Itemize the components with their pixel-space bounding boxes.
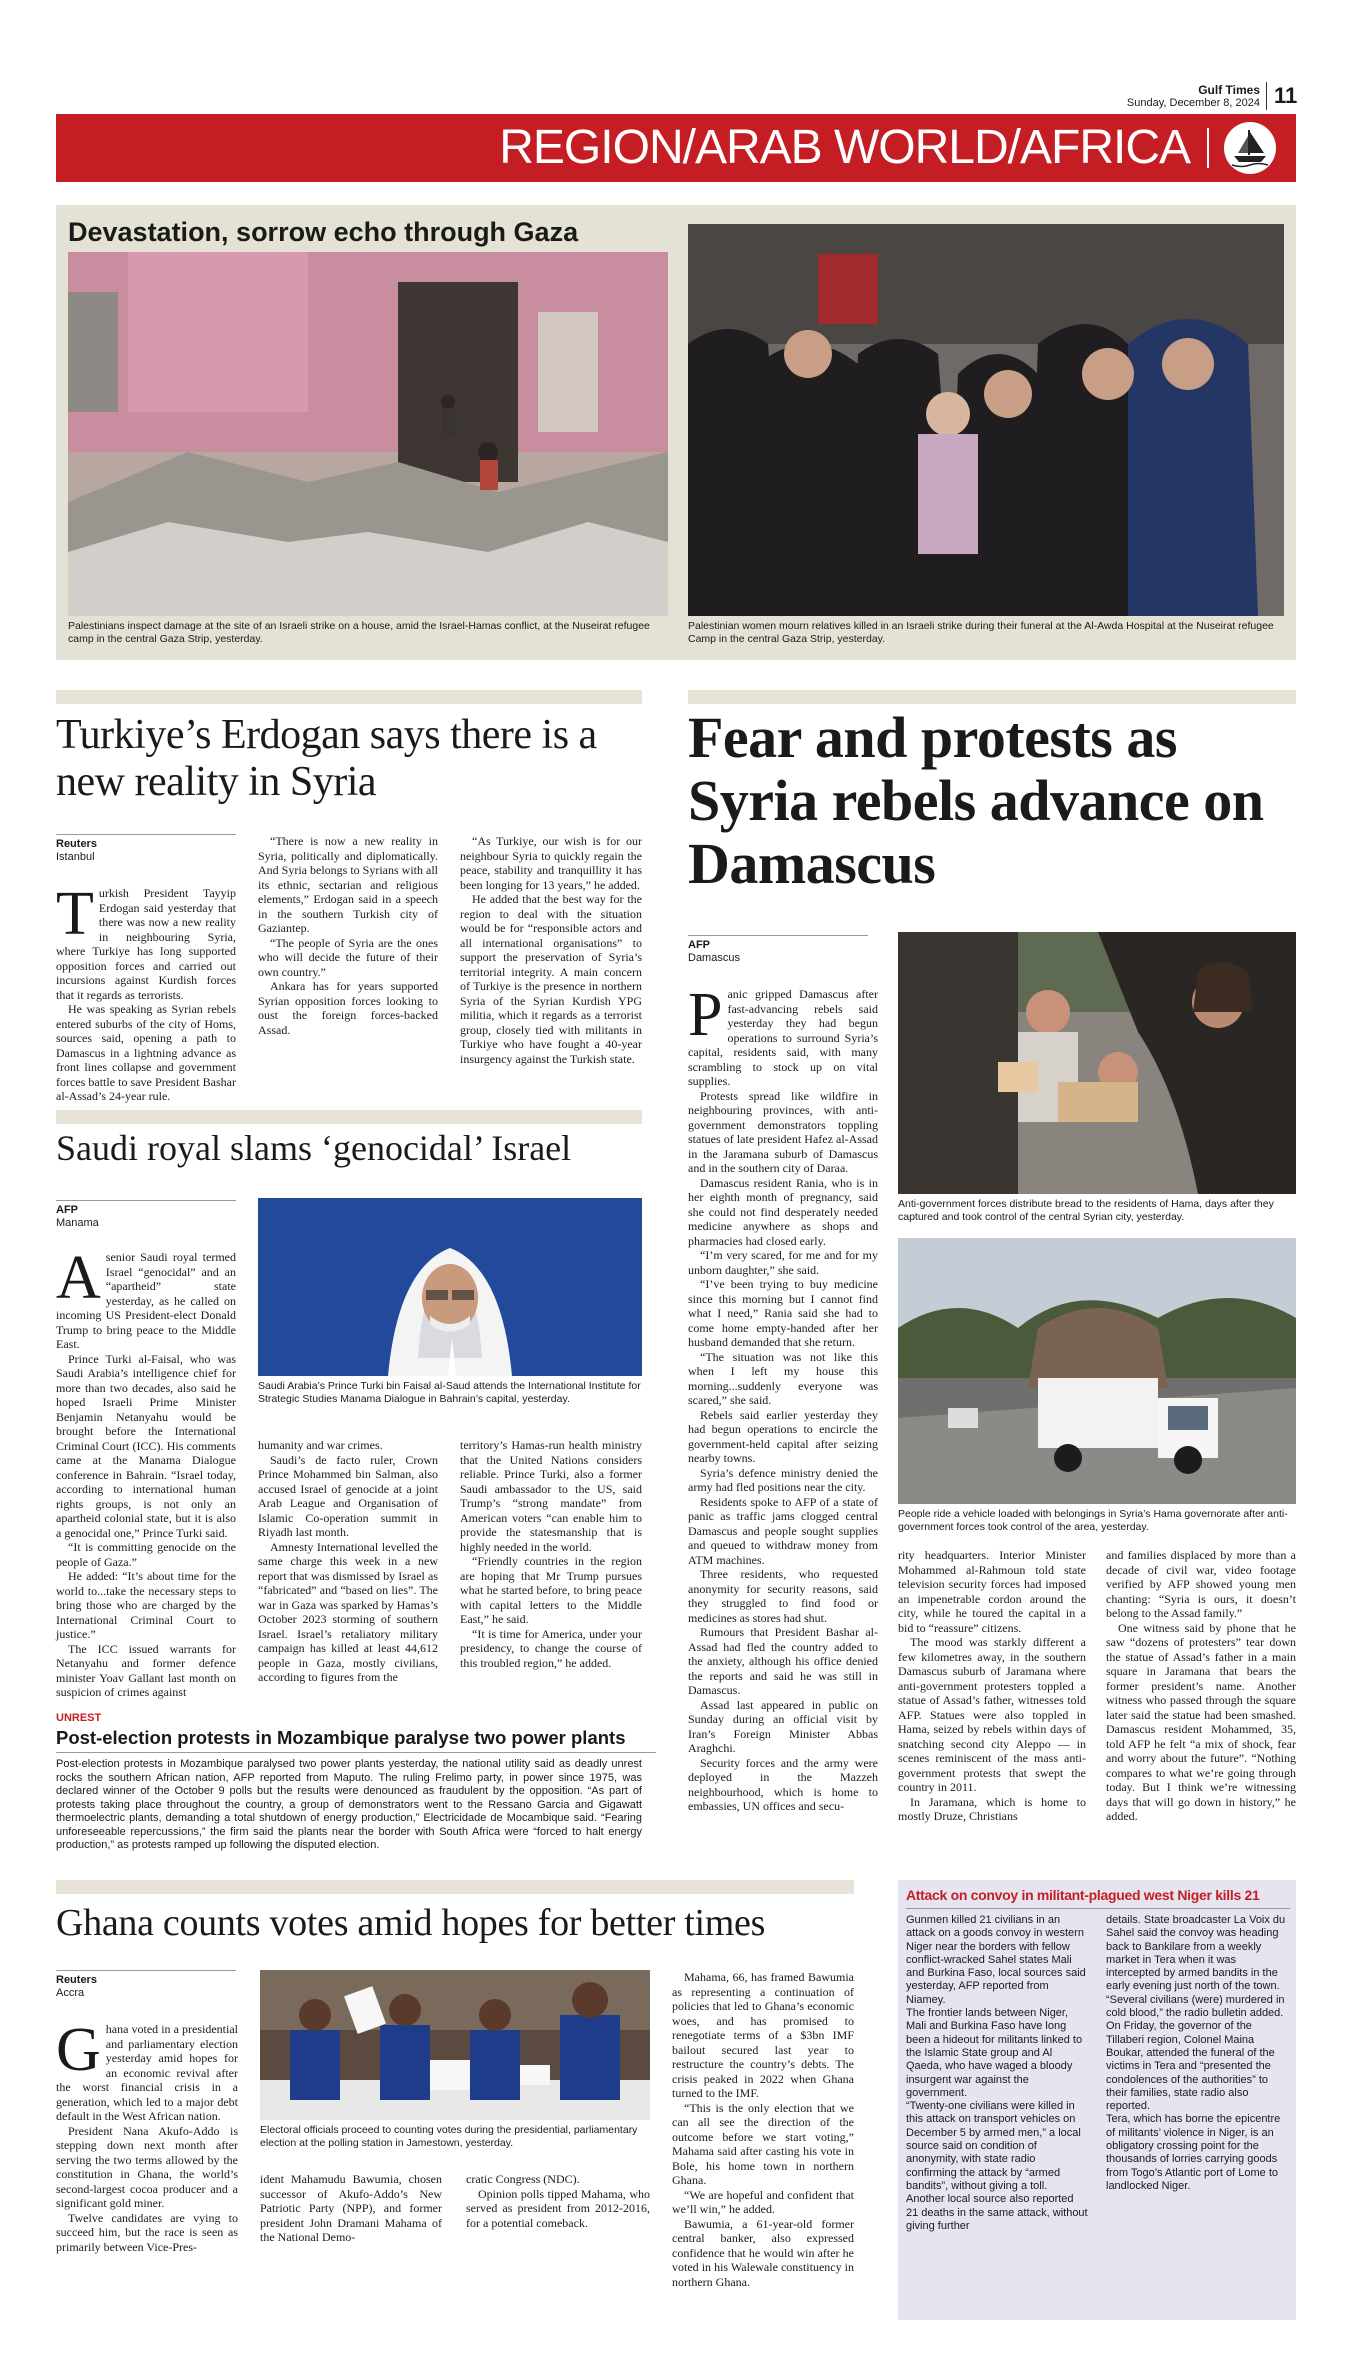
saudi-headline: Saudi royal slams ‘genocidal’ Israel xyxy=(56,1128,572,1168)
saudi-col1 xyxy=(56,1244,236,1720)
saudi-c1-p3: He added: “It’s about time for the world to...take the necessary steps to bring those who are charged by the International Criminal Court to justice.” xyxy=(56,1569,236,1641)
erdogan-p7: He added that the best way for the region to deal with the situation would be for “responsible actors and all international organisations” to support the preservation of Syria’s territorial integrity. A main concern of Turkiye is the presence in northern Syria of the Syrian Kurdish YPG militia, which it regards as a terrorist group, closely tied with militants in Turkiye who have fought a 40-year insurgency against the Turkish state. xyxy=(460,892,642,1066)
erdogan-byline xyxy=(56,834,236,864)
saudi-col3 xyxy=(460,1438,642,1720)
masthead-date: Sunday, December 8, 2024 xyxy=(1126,97,1260,109)
saudi-prince-photo xyxy=(258,1198,642,1376)
section-title: REGION/ARAB WORLD/AFRICA xyxy=(499,121,1190,174)
syria-c2-p0: rity headquarters. Interior Minister Mohammed al-Rahmoun told state television security forces had imposed an impenetrable cordon around the city, while he toured the capital in a bid to “reassure” citizens. xyxy=(898,1548,1086,1635)
hama-vehicle-photo xyxy=(898,1238,1296,1504)
dhow-boat-icon xyxy=(1222,120,1278,176)
erdogan-p1: urkish President Tayyip Erdogan said yesterday that there was now a new reality in neighbouring Syria, where Turkiye has long supported opposition forces and carried out incursions against Kurdish forces that it regards as terrorists. xyxy=(56,886,236,1002)
ghana-c4-p3: Bawumia, a 61-year-old former central banker, also expressed confidence that he would win after he voted in his Walewale constituency in northern Ghana. xyxy=(672,2216,854,2289)
syria-caption-1: Anti-government forces distribute bread to the residents of Hama, days after they captured and took control of the central Syrian city, yesterday. xyxy=(898,1198,1274,1223)
ghana-dateline: Accra xyxy=(56,1987,85,1999)
mozambique-headline: Post-election protests in Mozambique paralyse two power plants xyxy=(56,1726,656,1753)
gaza-caption-left: Palestinians inspect damage at the site of an Israeli strike on a house, amid the Israel-Hamas conflict, at the Nuseirat refugee camp in the central Gaza Strip, yesterday. xyxy=(68,620,650,645)
niger-headline: Attack on convoy in militant-plagued west Niger kills 21 xyxy=(906,1886,1290,1909)
syria-c1-p0: anic gripped Damascus after fast-advancing rebels said yesterday they had begun operations to surround Syria’s capital, residents said, with many scrambling to stock up on vital supplies. xyxy=(688,987,878,1088)
erdogan-col1 xyxy=(56,880,236,1103)
syria-c1-p1: Protests spread like wildfire in neighbouring provinces, with anti-government demonstrators toppling statues of late president Hafez al-Assad in the Jaramana suburb of Damascus and in the southern city of Daraa. xyxy=(688,1088,878,1175)
syria-dateline: Damascus xyxy=(688,952,740,964)
masthead-divider xyxy=(1266,82,1267,110)
syria-col3 xyxy=(1106,1548,1296,1860)
saudi-caption: Saudi Arabia’s Prince Turki bin Faisal al-Saud attends the International Institute for Strategic Studies Manama Dialogue in Bahrain’s capital, yesterday. xyxy=(258,1380,641,1405)
ghana-drop-cap: G xyxy=(56,2016,101,2084)
erdogan-p6: “As Turkiye, our wish is for our neighbour Syria to quickly regain the peace, stability and tranquillity it has been longing for 13 years,” he added. xyxy=(460,834,642,892)
ghana-top-rule xyxy=(56,1880,854,1894)
syria-c2-p2: In Jaramana, which is home to mostly Druze, Christians xyxy=(898,1794,1086,1823)
ghana-col1 xyxy=(56,2016,238,2312)
syria-c1-p10: Rumours that President Bashar al-Assad had fled the country added to the anxiety, although his office denied the reports and said he was still in Damascus. xyxy=(688,1625,878,1697)
erdogan-dateline: Istanbul xyxy=(56,851,95,863)
ghana-col3 xyxy=(466,2172,650,2312)
ghana-c2-p0: ident Mahamudu Bawumia, chosen successor of Akufo-Addo’s New Patriotic Party (NPP), and former president John Dramani Mahama of the National Demo- xyxy=(260,2172,442,2244)
saudi-c3-p1: “Friendly countries in the region are hoping that Mr Trump pursues what he started before, to bring peace with capital letters to the Middle East,” he said. xyxy=(460,1554,642,1626)
erdogan-drop-cap: T xyxy=(56,880,94,948)
hama-bread-photo xyxy=(898,932,1296,1194)
erdogan-headline: Turkiye’s Erdogan says there is a new reality in Syria xyxy=(56,712,597,805)
syria-byline xyxy=(688,935,868,965)
saudi-c1-p2: “It is committing genocide on the people of Gaza.” xyxy=(56,1540,236,1569)
erdogan-p5: Ankara has for years supported Syrian opposition forces looking to oust the foreign forces-backed Assad. xyxy=(258,979,438,1037)
saudi-c3-p2: “It is time for America, under your presidency, to change the course of this troubled region,” he added. xyxy=(460,1626,642,1670)
syria-c1-p6: Rebels said earlier yesterday they had begun operations to encircle the government-held capital after seizing nearby towns. xyxy=(688,1407,878,1465)
saudi-c2-p2: Amnesty International levelled the same charge this week in a new report that was dismissed by Israel as “fabricated” and “based on lies”. The war in Gaza was sparked by Hamas’s October 2023 storming of southern Israel. Israel’s retaliatory military campaign has killed at least 44,612 people in Gaza, mostly civilians, according to figures from the xyxy=(258,1539,438,1684)
saudi-c2-p1: Saudi’s de facto ruler, Crown Prince Mohammed bin Salman, also accused Israel of genocide at a joint Arab League and Organisation of Islamic Co-operation summit in Riyadh last month. xyxy=(258,1452,438,1539)
mozambique-body: Post-election protests in Mozambique paralysed two power plants yesterday, the national utility said as deadly unrest rocks the southern African nation, AFP reported from Maputo. The ruling Frelimo party, in power since 1975, was declared winner of the October 9 polls but the results were denounced as fraudulent by the opposition. “As part of protests taking place throughout the country, a group of demonstrators went to the Ressano Garcia and Gigawatt thermoelectric plants, demanding a total shutdown of energy production,” Electricidade de Mocambique said. “Fearing unforeseeable repercussions,” the firm said the plants near the border with South Africa were “forced to halt energy production,” as protests ramped up following the disputed election. xyxy=(56,1758,642,1851)
syria-headline: Fear and protests as Syria rebels advance on Damascus xyxy=(688,705,1264,896)
syria-drop-cap: P xyxy=(688,981,723,1049)
niger-c1-p2: “Twenty-one civilians were killed in this attack on transport vehicles on December 5 by armed men,” a local source said on condition of anonymity, with state radio confirming the attack by “armed bandits”, without giving a toll. Another local source also reported 21 deaths in the same attack, without giving further xyxy=(906,2100,1088,2232)
ghana-c1-p1: President Nana Akufo-Addo is stepping down next month after serving the two terms allowed by the constitution in Ghana, the world’s second-largest cocoa producer and a significant gold miner. xyxy=(56,2123,238,2210)
syria-agency: AFP xyxy=(688,939,710,951)
syria-c2-p1: The mood was starkly different a few kilometres away, in the southern Damascus suburb of Jaramana where anti-government protesters toppled a statue of Assad’s father, witnesses told AFP. Statues were also toppled in Hama, seized by rebels within days of snatching second city Aleppo — in scenes reminiscent of the mass anti-government protests that swept the country in 2011. xyxy=(898,1635,1086,1794)
niger-c2-p1: “Several civilians (were) murdered in cold blood,” the radio bulletin added. xyxy=(1106,1993,1285,2020)
saudi-col2 xyxy=(258,1438,438,1720)
syria-c1-p7: Syria’s defence ministry denied the army had fled positions near the city. xyxy=(688,1465,878,1494)
gaza-title: Devastation, sorrow echo through Gaza xyxy=(68,217,579,247)
ghana-c3-p0: cratic Congress (NDC). xyxy=(466,2172,580,2186)
saudi-c1-p0: senior Saudi royal termed Israel “genocidal” and an “apartheid” state yesterday, as he called on incoming US President-elect Donald Trump to bring peace to the Middle East. xyxy=(56,1250,236,1351)
gaza-mourners-photo xyxy=(688,224,1284,616)
saudi-c3-p0: territory’s Hamas-run health ministry that the United Nations considers reliable. Prince Turki, also a former Saudi ambassador to the US, said Trump’s “strong mandate” from American voters “can enable him to provide the statesmanship that is highly needed in the world. xyxy=(460,1438,642,1554)
mozambique-kicker: UNREST xyxy=(56,1712,102,1724)
saudi-dateline: Manama xyxy=(56,1217,99,1229)
syria-c1-p3: “I’m very scared, for me and for my unborn daughter,” she said. xyxy=(688,1248,878,1277)
niger-c1-p1: The frontier lands between Niger, Mali and Burkina Faso have long been a hideout for militants linked to the Islamic State group and Al Qaeda, who have waged a bloody insurgent war against the government. xyxy=(906,2007,1083,2099)
syria-caption-2: People ride a vehicle loaded with belongings in Syria’s Hama governorate after anti-government forces took control of the area, yesterday. xyxy=(898,1508,1288,1533)
erdogan-p3: “There is now a new reality in Syria, politically and diplomatically. And Syria belongs to Syrians with all its ethnic, sectarian and religious elements,” Erdogan said in a speech in the southern Turkish city of Gaziantep. xyxy=(258,834,438,935)
niger-col2 xyxy=(1106,1914,1290,2314)
saudi-c1-p4: The ICC issued warrants for Netanyahu and former defence minister Yoav Gallant last month on suspicion of crimes against xyxy=(56,1641,236,1699)
gaza-rubble-photo xyxy=(68,252,668,616)
ghana-c1-p2: Twelve candidates are vying to succeed him, but the race is seen as primarily between Vice-Pres- xyxy=(56,2210,238,2254)
ghana-col2 xyxy=(260,2172,442,2312)
ghana-agency: Reuters xyxy=(56,1974,97,1986)
saudi-byline xyxy=(56,1200,236,1230)
ghana-vote-count-photo xyxy=(260,1970,650,2120)
ghana-c4-p2: “We are hopeful and confident that we’ll win,” he added. xyxy=(672,2187,854,2216)
ghana-headline: Ghana counts votes amid hopes for better times xyxy=(56,1902,766,1944)
niger-c1-p0: Gunmen killed 21 civilians in an attack on a goods convoy in western Niger near the borders with fellow conflict-wracked Sahel states Mali and Burkina Faso, local sources said yesterday, AFP reported from Niamey. xyxy=(906,1914,1086,2006)
banner-divider xyxy=(1207,128,1209,168)
syria-c3-p0: and families displaced by more than a decade of civil war, video footage verified by AFP showed young men chanting: “Syria is ours, it doesn’t belong to the Assad family.” xyxy=(1106,1548,1296,1620)
niger-c2-p2: On Friday, the governor of the Tillaberi region, Colonel Maina Boukar, attended the funeral of the victims in Tera and “presented the condolences of the authorities” to their families, state radio also reported. xyxy=(1106,2020,1275,2113)
syria-c1-p11: Assad last appeared in public on Sunday during an official visit by Iran’s Foreign Minister Abbas Araghchi. xyxy=(688,1697,878,1755)
syria-c1-p8: Residents spoke to AFP of a state of panic as traffic jams clogged central Damascus and people sought supplies and queued to withdraw money from ATM machines. xyxy=(688,1494,878,1567)
syria-c1-p9: Three residents, who requested anonymity for security reasons, said they struggled to find food or medicines as stores had shut. xyxy=(688,1567,878,1625)
erdogan-agency: Reuters xyxy=(56,838,97,850)
syria-c3-p1: One witness said by phone that he saw “dozens of protesters” tear down the statue of Assad’s father in a main square in Jaramana that bears the former president’s name. Another witness who passed through the square later said the statue had been smashed. Damascus resident Mohammed, 35, told AFP he felt “a mix of shock, fear and worry about the future”. “Nothing compares to what we’re going through today. But I think we’re witnessing days that will go down in history,” he added. xyxy=(1106,1620,1296,1823)
erdogan-top-rule xyxy=(56,690,642,704)
niger-c2-p0: details. State broadcaster La Voix du Sahel said the convoy was heading back to Bankilare from a weekly market in Tera when it was intercepted by armed bandits in the early evening just north of the town. xyxy=(1106,1914,1286,1993)
ghana-c3-p1: Opinion polls tipped Mahama, who served as president from 2012-2016, for a potential comeback. xyxy=(466,2186,650,2230)
syria-c1-p2: Damascus resident Rania, who is in her eighth month of pregnancy, said she could not find desperately needed medicine anywhere as shops and pharmacies had closed early. xyxy=(688,1175,878,1248)
ghana-caption: Electoral officials proceed to counting votes during the presidential, parliamentary election at the polling station in Jamestown, yesterday. xyxy=(260,2124,638,2149)
ghana-c1-p0: hana voted in a presidential and parliamentary election yesterday amid hopes for an economic revival after the worst financial crisis in a generation, which led to a major debt default in the West African nation. xyxy=(56,2022,238,2123)
saudi-drop-cap: A xyxy=(56,1244,101,1312)
syria-c1-p12: Security forces and the army were deployed in the Mazzeh neighbourhood, which is home to embassies, UN offices and secu- xyxy=(688,1755,878,1813)
syria-top-rule xyxy=(688,690,1296,704)
erdogan-col3 xyxy=(460,834,642,1086)
saudi-top-rule xyxy=(56,1110,642,1124)
ghana-c4-p0: Mahama, 66, has framed Bawumia as representing a continuation of policies that led to Ghana’s economic woes, and has promised to renegotiate terms of a $3bn IMF bailout secured last year to restructure the country’s debts. The crisis peaked in 2022 when Ghana turned to the IMF. xyxy=(672,1970,854,2100)
syria-col2 xyxy=(898,1548,1086,1860)
ghana-col4 xyxy=(672,1970,854,2312)
saudi-c1-p1: Prince Turki al-Faisal, who was Saudi Arabia’s intelligence chief for more than two decades, also said he hoped Israeli Prime Minister Benjamin Netanyahu would be brought before the International Criminal Court (ICC). His comments came at the Manama Dialogue conference in Bahrain. “Israel today, according to international human rights groups, is not only an apartheid colonial state, but it is also a genocidal one,” Prince Turki said. xyxy=(56,1351,236,1540)
syria-c1-p5: “The situation was not like this when I left my house this morning...suddenly everyone was scared,” she said. xyxy=(688,1349,878,1407)
syria-c1-p4: “I’ve been trying to buy medicine since this morning but I cannot find what I need,” Rania said she had to come home empty-handed after her husband demanded that she return. xyxy=(688,1277,878,1349)
erdogan-col2 xyxy=(258,834,438,1086)
erdogan-p2: He was speaking as Syrian rebels entered suburbs of the city of Homs, sources said, opening a path to Damascus in a lightning advance as front lines collapse and government forces battle to save President Bashar al-Assad’s 24-year rule. xyxy=(56,1002,236,1103)
saudi-agency: AFP xyxy=(56,1204,78,1216)
page-number: 11 xyxy=(1274,83,1298,108)
ghana-c4-p1: “This is the only election that we can all see the direction of the outcome before we start voting,” Mahama said after casting his vote in Bole, his home town in northern Ghana. xyxy=(672,2100,854,2187)
niger-c2-p3: Tera, which has borne the epicentre of militants’ violence in Niger, is an obligatory crossing point for the thousands of lorries carrying goods from Togo’s Atlantic port of Lome to landlocked Niger. xyxy=(1106,2113,1281,2192)
niger-col1 xyxy=(906,1914,1088,2314)
masthead-paper: Gulf Times xyxy=(1198,83,1260,97)
saudi-c2-p0: humanity and war crimes. xyxy=(258,1438,383,1452)
syria-col1 xyxy=(688,981,878,1860)
gaza-caption-right: Palestinian women mourn relatives killed in an Israeli strike during their funeral at the Al-Awda Hospital at the Nuseirat refugee Camp in the central Gaza Strip, yesterday. xyxy=(688,620,1274,645)
ghana-byline xyxy=(56,1970,236,2000)
erdogan-p4: “The people of Syria are the ones who will decide the future of their own country.” xyxy=(258,935,438,979)
